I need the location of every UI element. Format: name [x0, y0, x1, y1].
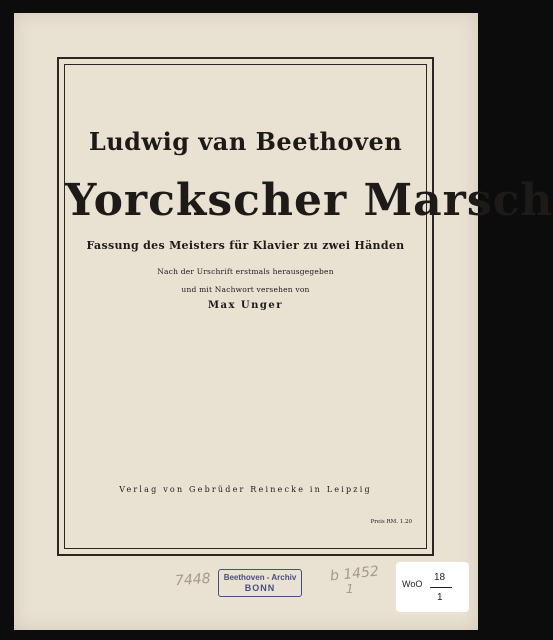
edition-note-line2: und mit Nachwort versehen von	[181, 285, 310, 294]
pencil-annotation-right-sub: 1	[346, 582, 354, 596]
shelf-label-divider	[430, 587, 452, 588]
stamp-line1: Beethoven - Archiv	[223, 573, 297, 582]
score-cover-sheet	[14, 13, 553, 630]
pencil-annotation-right: b 1452	[329, 563, 380, 585]
shelf-label	[396, 562, 469, 612]
arrangement-subtitle: Fassung des Meisters für Klavier zu zwei Händen	[86, 239, 405, 252]
editor-name: Max Unger	[207, 300, 284, 311]
pencil-annotation-left: 7448	[174, 570, 212, 590]
decorative-frame-inner	[64, 64, 553, 549]
edition-note-line1: Nach der Urschrift erstmals herausgegeben	[157, 267, 334, 276]
archive-stamp	[218, 569, 302, 597]
shelf-label-denominator: 1	[437, 592, 443, 603]
price-tag: Preis RM. 1.20	[370, 519, 412, 525]
shelf-label-numerator: 18	[434, 572, 446, 583]
work-title: Yorckscher Marsch	[65, 175, 553, 226]
composer-name: Ludwig van Beethoven	[88, 127, 403, 156]
publisher-line: Verlag von Gebrüder Reinecke in Leipzig	[119, 485, 372, 494]
stamp-line2: BONN	[244, 583, 276, 593]
shelf-label-prefix: WoO	[402, 579, 423, 589]
decorative-frame-outer	[57, 57, 553, 556]
